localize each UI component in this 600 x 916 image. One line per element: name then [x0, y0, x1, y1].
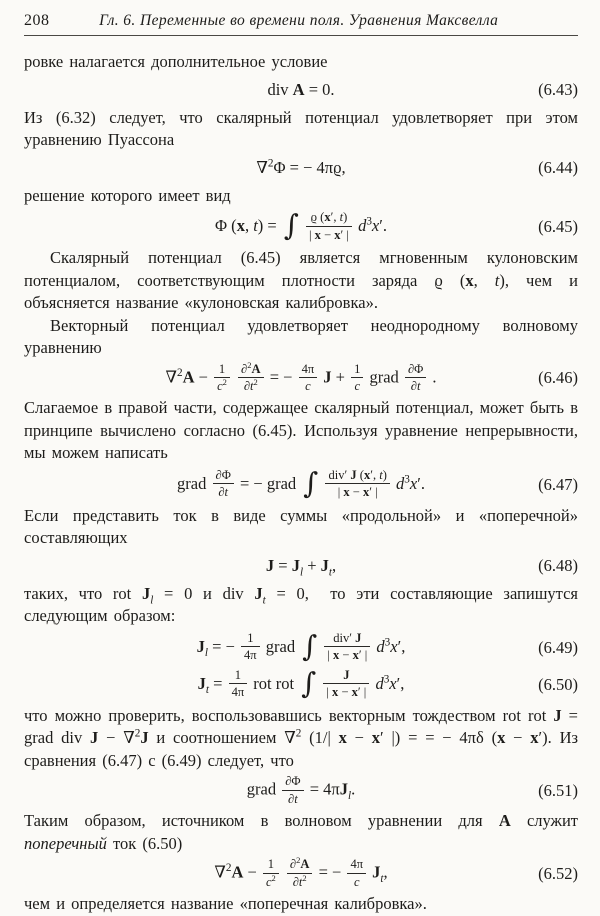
paragraph: Если представить ток в виде суммы «продольной» и «поперечной» составляющих — [24, 505, 578, 548]
equation-number: (6.46) — [538, 368, 578, 388]
equation: $J_l$ = − $\frac{1}{4\pi}$ grad ∫ $\frac{\text{div′ J}}{| x - x' |}$ $d^3x'$, — [196, 628, 406, 663]
running-head — [24, 12, 578, 36]
paragraph: ровке налагается дополнительное условие — [24, 52, 328, 71]
paragraph: решение которого имеет вид — [24, 185, 231, 205]
equation-row — [24, 155, 578, 182]
paragraph: что можно проверить, воспользовавшись векторным тождеством rot rot J = grad div J − ∇$^2$J и соотношением ∇$^2$ (1/| x − x′ |) = = − 4πδ (x − x′). Из сравнения (6.47) с (6.49) следует, что — [24, 705, 579, 770]
equation-number: (6.47) — [538, 474, 578, 494]
chapter-header: Гл. 6. Переменные во времени поля. Уравнения Максвелла — [99, 12, 499, 29]
equation-number: (6.52) — [538, 864, 578, 884]
equation-row — [24, 465, 578, 502]
paragraph: таких, что rot $J_l = 0$ и div $J_t = 0$, то эти составляющие запишутся следующим образом: — [24, 583, 578, 626]
paragraph: Векторный потенциал удовлетворяет неоднородному волновому уравнению — [24, 315, 578, 357]
equation-row — [24, 77, 578, 104]
equation-number: (6.44) — [538, 158, 578, 177]
equation-number: (6.48) — [538, 556, 578, 576]
equation-number: (6.49) — [538, 637, 578, 657]
equation-row — [24, 775, 578, 807]
equation: ∇$^2$A − $\frac{1}{c^2}$ $\frac{\partial^2A}{\partial t^2}$ = − $\frac{4\pi}{c}$ J + $\frac{1}{c}$ grad $\frac{\partial\Phi}{\partial t}$ . — [165, 359, 437, 393]
equation-number: (6.43) — [538, 80, 578, 99]
equation: Φ (x, t) = ∫ $\frac{ϱ (x', t)}{| x - x' |}$ $d^3x'$. — [215, 208, 387, 242]
equation-row — [24, 359, 578, 395]
equation: ∇$^2$Φ = − 4πϱ, — [256, 157, 346, 177]
paragraph: Скалярный потенциал (6.45) является мгновенным кулоновским потенциалом, соответствующим плотности заряда ϱ (x, t), чем и объясняется название «кулоновская калибровка». — [24, 248, 579, 312]
equation: ∇$^2$A − $\frac{1}{c^2}$ $\frac{\partial^2A}{\partial t^2}$ = − $\frac{4\pi}{c}$ $J_t$, — [214, 855, 388, 889]
equation: grad $\frac{\partial\Phi}{\partial t}$ = − grad ∫ $\frac{\text{div′ J (x′, t)}}{| x - x' |}$ $d^3x'$. — [177, 465, 425, 500]
equation: $J_t$ = $\frac{1}{4\pi}$ rot rot ∫ $\frac{J}{| x - x' |}$ $d^3x'$, — [197, 665, 405, 700]
equation-number: (6.50) — [538, 674, 578, 694]
equation: $J = J_l + J_t$, — [265, 556, 337, 579]
page-number: 208 — [24, 12, 50, 29]
equation-number: (6.45) — [538, 217, 578, 236]
equation-row — [24, 855, 578, 890]
equation-row — [24, 210, 578, 244]
equation: div A = 0. — [267, 80, 335, 99]
equation-row — [24, 665, 578, 702]
paragraph: Из (6.32) следует, что скалярный потенциал удовлетворяет при этом уравнению Пуассона — [24, 107, 578, 149]
paragraph: Таким образом, источником в волновом уравнении для A служит поперечный ток (6.50) — [24, 811, 578, 853]
paragraph: чем и определяется название «поперечная калибровка». — [24, 894, 427, 914]
equation-row — [24, 628, 578, 665]
equation-row — [24, 553, 578, 580]
equation-number: (6.51) — [538, 781, 578, 801]
page-body — [24, 51, 578, 916]
paragraph: Слагаемое в правой части, содержащее скалярный потенциал, может быть в принципе вычислено согласно (6.45). Используя уравнение непрерывности, мы можем написать — [24, 398, 578, 463]
equation: grad $\frac{\partial\Phi}{\partial t}$ = $4\pi J_l$. — [246, 774, 356, 806]
